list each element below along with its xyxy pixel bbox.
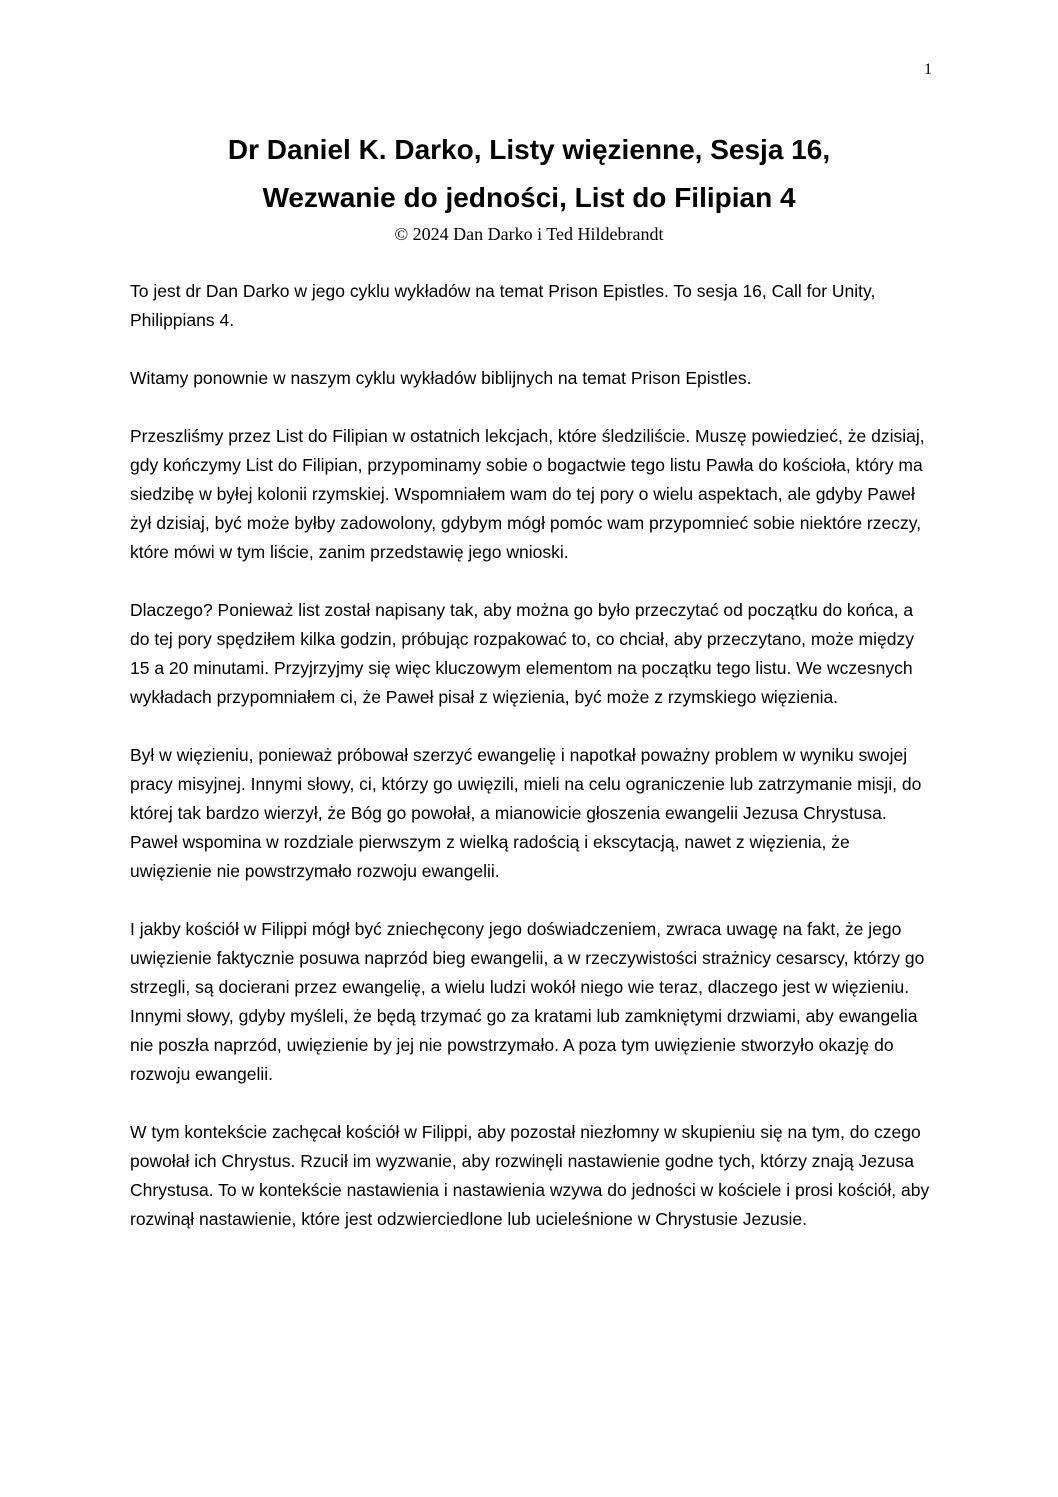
paragraph-call-to-unity: W tym kontekście zachęcał kościół w Filippi, aby pozostał niezłomny w skupieniu się na tym, do czego powołał ich Chrystus. Rzucił im wyzwanie, aby rozwinęli nastawienie godne tych, którzy znają Jezusa Chrystusa. To w kontekście nastawienia i nastawienia wzywa do jedności w kościele i prosi kościół, aby rozwinął nastawienie, które jest odzwierciedlone lub ucieleśnione w Chrystusie Jezusie. (130, 1122, 930, 1229)
copyright-line: © 2024 Dan Darko i Ted Hildebrandt (394, 224, 664, 244)
paragraph-why: Dlaczego? Ponieważ list został napisany tak, aby można go było przeczytać od początku do końca, a do tej pory spędziłem kilka godzin, próbując rozpakować to, co chciał, aby przeczytano, może między 15 a 20 minutami. Przyjrzyjmy się więc kluczowym elementom na początku tego listu. We wczesnych wykładach przypomniałem ci, że Paweł pisał z więzienia, być może z rzymskiego więzienia. (130, 600, 914, 707)
paragraph-welcome: Witamy ponownie w naszym cyklu wykładów biblijnych na temat Prison Epistles. (130, 368, 752, 388)
document-title-line1: Dr Daniel K. Darko, Listy więzienne, Sesja 16, (227, 134, 831, 165)
document-title-line2: Wezwanie do jedności, List do Filipian 4 (262, 182, 796, 213)
page-number: 1 (924, 61, 932, 78)
paragraph-recap: Przeszliśmy przez List do Filipian w ostatnich lekcjach, które śledziliście. Muszę powiedzieć, że dzisiaj, gdy kończymy List do Filipian, przypominamy sobie o bogactwie tego listu Pawła do kościoła, który ma siedzibę w byłej kolonii rzymskiej. Wspomniałem wam do tej pory o wielu aspektach, ale gdyby Paweł żył dzisiaj, być może byłby zadowolony, gdybym mógł pomóc wam przypomnieć sobie niektóre rzeczy, które mówi w tym liście, zanim przedstawię jego wnioski. (130, 426, 925, 562)
document-body (0, 245, 1058, 1234)
paragraph-intro: To jest dr Dan Darko w jego cyklu wykładów na temat Prison Epistles. To sesja 16, Call for Unity, Philippians 4. (130, 281, 876, 330)
document-title (0, 126, 1058, 222)
paragraph-church-encouraged: I jakby kościół w Filippi mógł być zniechęcony jego doświadczeniem, zwraca uwagę na fakt, że jego uwięzienie faktycznie posuwa naprzód bieg ewangelii, a w rzeczywistości strażnicy cesarscy, którzy go strzegli, są docierani przez ewangelię, a wielu ludzi wokół niego wie teraz, dlaczego jest w więzieniu. Innymi słowy, gdyby myśleli, że będą trzymać go za kratami lub zamkniętymi drzwiami, aby ewangelia nie poszła naprzód, uwięzienie by jej nie powstrzymało. A poza tym uwięzienie stworzyło okazję do rozwoju ewangelii. (130, 919, 925, 1084)
document-header (0, 126, 1058, 245)
paragraph-prison: Był w więzieniu, ponieważ próbował szerzyć ewangelię i napotkał poważny problem w wyniku swojej pracy misyjnej. Innymi słowy, ci, którzy go uwięzili, mieli na celu ograniczenie lub zatrzymanie misji, do której tak bardzo wierzył, że Bóg go powołał, a mianowicie głoszenia ewangelii Jezusa Chrystusa. Paweł wspomina w rozdziale pierwszym z wielką radością i ekscytacją, nawet z więzienia, że uwięzienie nie powstrzymało rozwoju ewangelii. (130, 745, 922, 881)
